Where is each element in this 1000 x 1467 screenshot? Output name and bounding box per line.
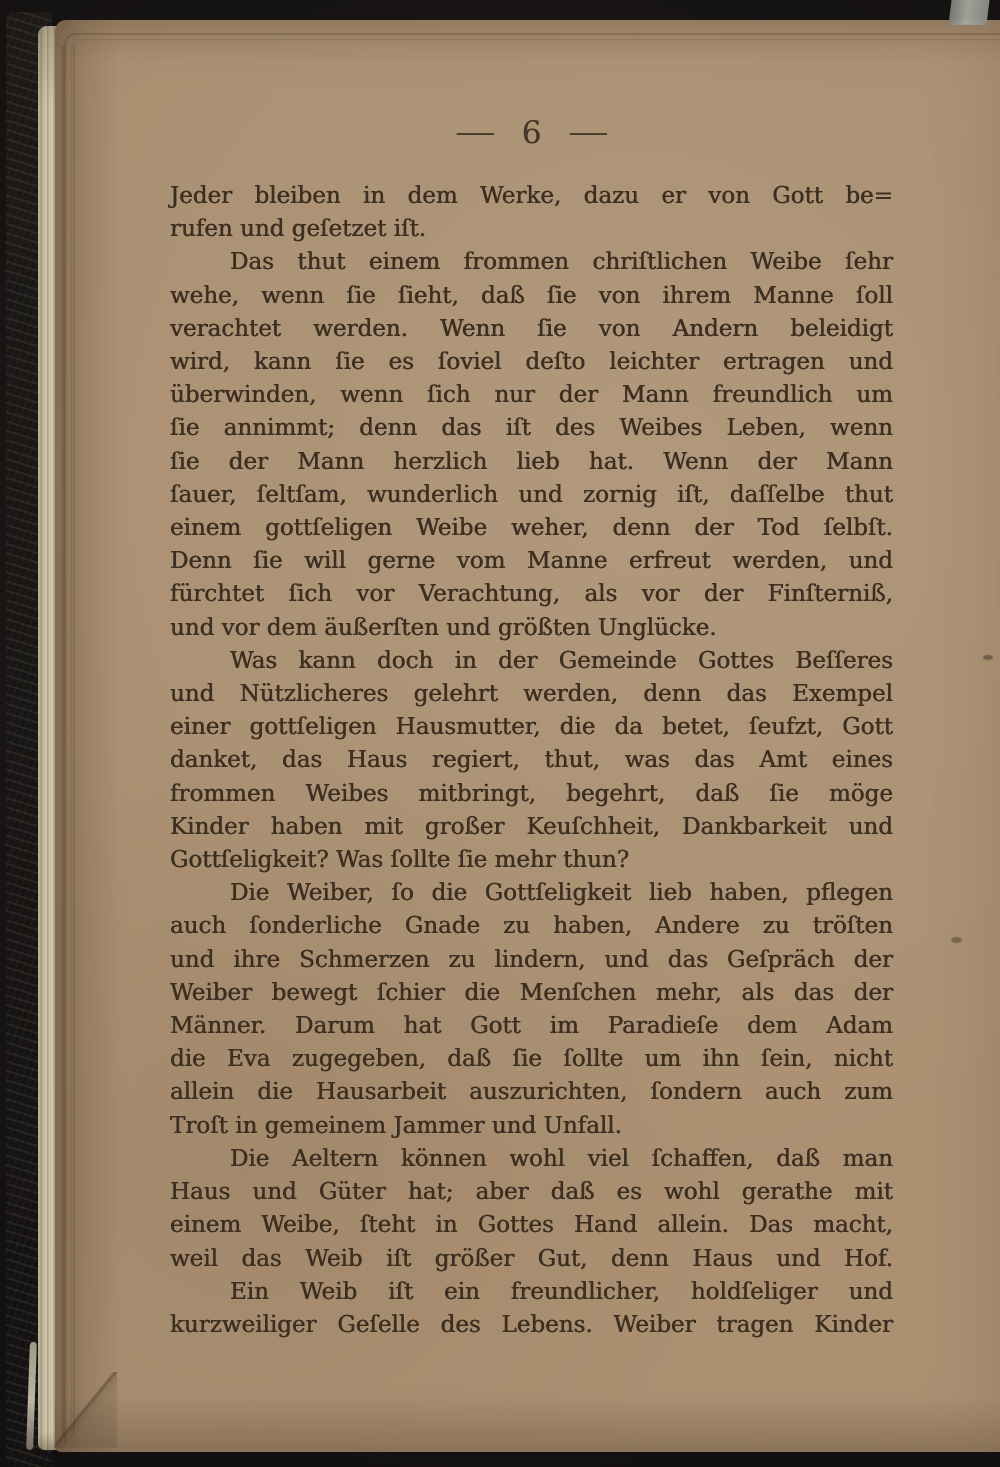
text-line: Ein Weib iſt ein freundlicher, holdſeliger und: [230, 1278, 893, 1305]
text-line: Denn ſie will gerne vom Manne erfreut werden, und: [170, 548, 893, 575]
paper-speck: [951, 937, 962, 943]
text-line: ſie der Mann herzlich lieb hat. Wenn der Mann: [170, 448, 893, 475]
paper-speck: [983, 655, 993, 660]
text-line: verachtet werden. Wenn ſie von Andern beleidigt: [170, 315, 893, 342]
text-line: weil das Weib iſt größer Gut, denn Haus und Hof.: [170, 1245, 893, 1272]
text-line: wehe, wenn ſie ſieht, daß ſie von ihrem Manne ſoll: [170, 282, 893, 309]
text-line: und ihre Schmerzen zu lindern, und das Geſpräch der: [170, 946, 893, 973]
text-line: Troſt in gemeinem Jammer und Unfall.: [170, 1112, 622, 1139]
text-line: Das thut einem frommen chriſtlichen Weibe ſehr: [230, 249, 893, 276]
paragraph: [170, 1276, 893, 1342]
text-line: und vor dem äußerſten und größten Unglücke.: [170, 614, 717, 641]
page-corner-fold: [55, 1372, 117, 1448]
text-line: rufen und geſetzet iſt.: [170, 216, 427, 243]
tape-fragment: [948, 0, 989, 25]
text-block: [170, 180, 893, 1342]
text-line: danket, das Haus regiert, thut, was das Amt eines: [170, 747, 893, 774]
text-line: Jeder bleiben in dem Werke, dazu er von Gott be=: [170, 183, 893, 209]
text-line: auch ſonderliche Gnade zu haben, Andere zu tröſten: [170, 913, 893, 940]
paragraph: [170, 246, 893, 644]
text-line: einer gottſeligen Hausmutter, die da betet, ſeufzt, Gott: [170, 714, 893, 741]
page-header: [170, 106, 893, 160]
text-line: Kinder haben mit großer Keuſchheit, Dankbarkeit und: [170, 813, 893, 840]
text-line: überwinden, wenn ſich nur der Mann freundlich um: [170, 382, 893, 409]
gutter-crease-line-faint: [73, 46, 75, 1436]
text-line: ſie annimmt; denn das iſt des Weibes Leben, wenn: [170, 415, 893, 442]
text-line: Die Aeltern können wohl viel ſchaffen, daß man: [230, 1145, 893, 1172]
text-line: allein die Hausarbeit auszurichten, ſondern auch zum: [170, 1079, 893, 1106]
text-line: Weiber bewegt ſchier die Menſchen mehr, als das der: [170, 979, 893, 1006]
paragraph: [170, 877, 893, 1143]
gutter-crease-line: [62, 46, 64, 1436]
text-line: Die Weiber, ſo die Gottſeligkeit lieb haben, pflegen: [230, 880, 893, 907]
paragraph: [170, 1143, 893, 1276]
text-line: fürchtet ſich vor Verachtung, als vor der Finſterniß,: [170, 581, 893, 608]
paragraph: [170, 180, 893, 246]
paragraph: [170, 645, 893, 877]
text-line: einem Weibe, ſteht in Gottes Hand allein. Das macht,: [170, 1212, 893, 1239]
text-line: ſauer, ſeltſam, wunderlich und zornig iſt, daſſelbe thut: [170, 481, 893, 508]
text-line: wird, kann ſie es ſoviel deſto leichter ertragen und: [170, 349, 893, 376]
text-line: die Eva zugegeben, daß ſie ſollte um ihn ſein, nicht: [170, 1046, 893, 1073]
text-line: Gottſeligkeit? Was ſollte ſie mehr thun?: [170, 847, 630, 874]
page-number: 6: [521, 115, 542, 151]
text-line: Was kann doch in der Gemeinde Gottes Beſſeres: [230, 647, 893, 674]
text-line: frommen Weibes mitbringt, begehrt, daß ſie möge: [170, 780, 893, 807]
text-line: kurzweiliger Geſelle des Lebens. Weiber tragen Kinder: [170, 1311, 893, 1338]
book-page: [55, 20, 1000, 1452]
text-line: Haus und Güter hat; aber daß es wohl gerathe mit: [170, 1179, 893, 1206]
text-line: einem gottſeligen Weibe weher, denn der Tod ſelbſt.: [170, 515, 893, 542]
text-line: und Nützlicheres gelehrt werden, denn das Exempel: [170, 681, 893, 708]
text-line: Männer. Darum hat Gott im Paradieſe dem Adam: [170, 1013, 893, 1040]
header-dash-left: —: [454, 118, 495, 148]
header-dash-right: —: [568, 118, 609, 148]
